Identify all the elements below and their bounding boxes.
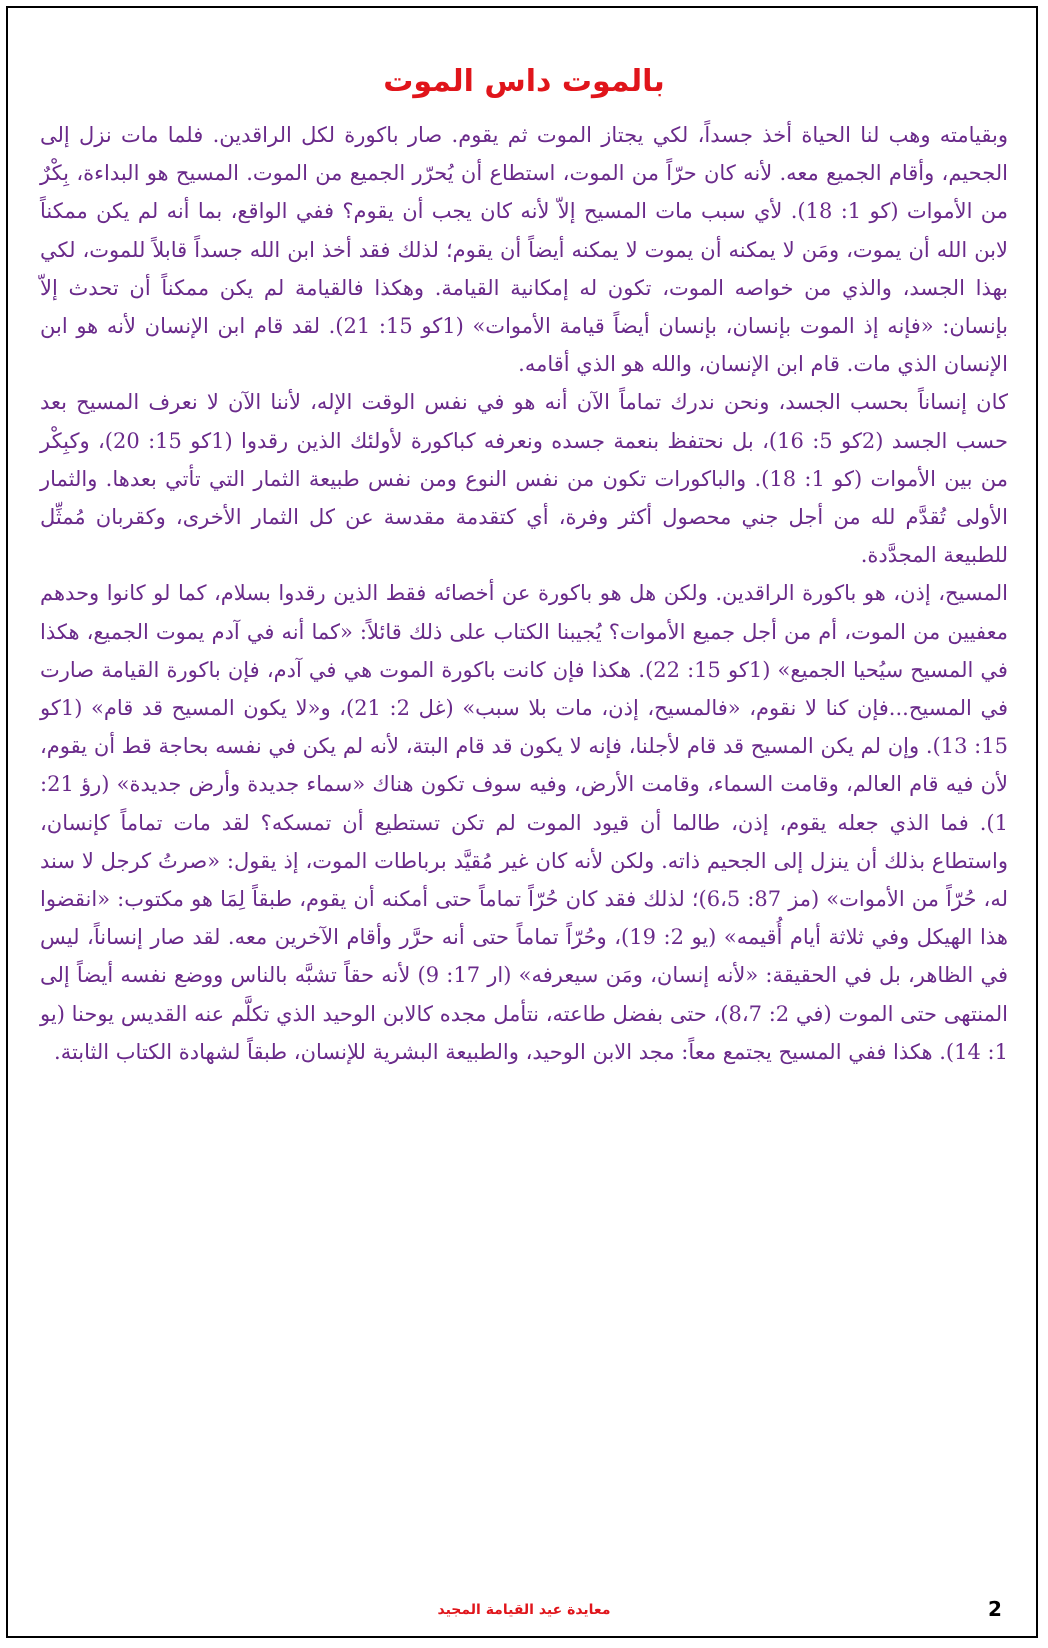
document-body [40,58,1008,1071]
paragraph-3: المسيح، إذن، هو باكورة الراقدين. ولكن هل هو باكورة عن أخصائه فقط الذين رقدوا بسلام، كما لو كانوا وحدهم معفيين من الموت، أم من أجل جميع الأموات؟ يُجيبنا الكتاب على ذلك قائلاً: «كما أنه في آدم يموت الجميع، هكذا في المسيح سيُحيا الجميع» (1كو 15: 22). هكذا فإن كانت باكورة الموت هي في آدم، فإن باكورة القيامة صارت في المسيح...فإن كنا لا نقوم، «فالمسيح، إذن، مات بلا سبب» (غل 2: 21)، و«لا يكون المسيح قد قام» (1كو 15: 13). وإن لم يكن المسيح قد قام لأجلنا، فإنه لا يكون قد قام البتة، لأنه لم يكن في نفسه بحاجة قط أن يقوم، لأن فيه قام العالم، وقامت السماء، وقامت الأرض، وفيه سوف تكون هناك «سماء جديدة وأرض جديدة» (رؤ 21: 1). فما الذي جعله يقوم، إذن، طالما أن قيود الموت لم تكن تستطيع أن تمسكه؟ لقد مات تماماً كإنسان، واستطاع بذلك أن ينزل إلى الجحيم ذاته. ولكن لأنه كان غير مُقيَّد برباطات الموت، إذ يقول: «صرتُ كرجل لا سند له، حُرّاً من الأموات» (مز 87: 6،5)؛ لذلك فقد كان حُرّاً تماماً حتى أمكنه أن يقوم، طبقاً لِمَا هو مكتوب: «انقضوا هذا الهيكل وفي ثلاثة أيام أُقيمه» (يو 2: 19)، وحُرّاً تماماً حتى أنه حرَّر وأقام الآخرين معه. لقد صار إنساناً، ليس في الظاهر، بل في الحقيقة: «لأنه إنسان، ومَن سيعرفه» (ار 17: 9) لأنه حقاً تشبَّه بالناس ووضع نفسه أيضاً إلى المنتهى حتى الموت (في 2: 8،7)، حتى بفضل طاعته، نتأمل مجده كالابن الوحيد الذي تكلَّم عنه القديس يوحنا (يو 1: 14). هكذا ففي المسيح يجتمع معاً: مجد الابن الوحيد، والطبيعة البشرية للإنسان، طبقاً لشهادة الكتاب الثابتة. [40,581,1008,1064]
page-number: 2 [988,1597,1002,1621]
footer-caption: معايدة عيد القيامة المجيد [437,1602,611,1618]
paragraph-1: وبقيامته وهب لنا الحياة أخذ جسداً، لكي يجتاز الموت ثم يقوم. صار باكورة لكل الراقدين. فلما مات نزل إلى الجحيم، وأقام الجميع معه. لأنه كان حرّاً من الموت، استطاع أن يُحرّر الجميع من الموت. المسيح هو البداءة، بِكْرٌ من الأموات (كو 1: 18). لأي سبب مات المسيح إلاّ لأنه كان يجب أن يقوم؟ ففي الواقع، بما أنه لم يكن ممكناً لابن الله أن يموت، ومَن لا يمكنه أن يموت لا يمكنه أيضاً أن يقوم؛ لذلك فقد أخذ ابن الله جسداً قابلاً للموت، لكي بهذا الجسد، والذي من خواصه الموت، تكون له إمكانية القيامة. وهكذا فالقيامة لم يكن ممكناً أن تحدث إلاّ بإنسان: «فإنه إذ الموت بإنسان، بإنسان أيضاً قيامة الأموات» (1كو 15: 21). لقد قام ابن الإنسان لأنه هو ابن الإنسان الذي مات. قام ابن الإنسان، والله هو الذي أقامه. [40,123,1008,377]
page-title: بالموت داس الموت [383,64,665,99]
paragraph-2: كان إنساناً بحسب الجسد، ونحن ندرك تماماً الآن أنه هو في نفس الوقت الإله، لأننا الآن لا نعرف المسيح بعد حسب الجسد (2كو 5: 16)، بل نحتفظ بنعمة جسده ونعرفه كباكورة لأولئك الذين رقدوا (1كو 15: 20)، وكبِكْر من بين الأموات (كو 1: 18). والباكورات تكون من نفس النوع ومن نفس طبيعة الثمار التي تأتي بعدها. والثمار الأولى تُقدَّم لله من أجل جني محصول أكثر وفرة، أي كتقدمة مقدسة عن كل الثمار الأخرى، وكقربان مُمثِّل للطبيعة المجدَّدة. [40,390,1008,568]
